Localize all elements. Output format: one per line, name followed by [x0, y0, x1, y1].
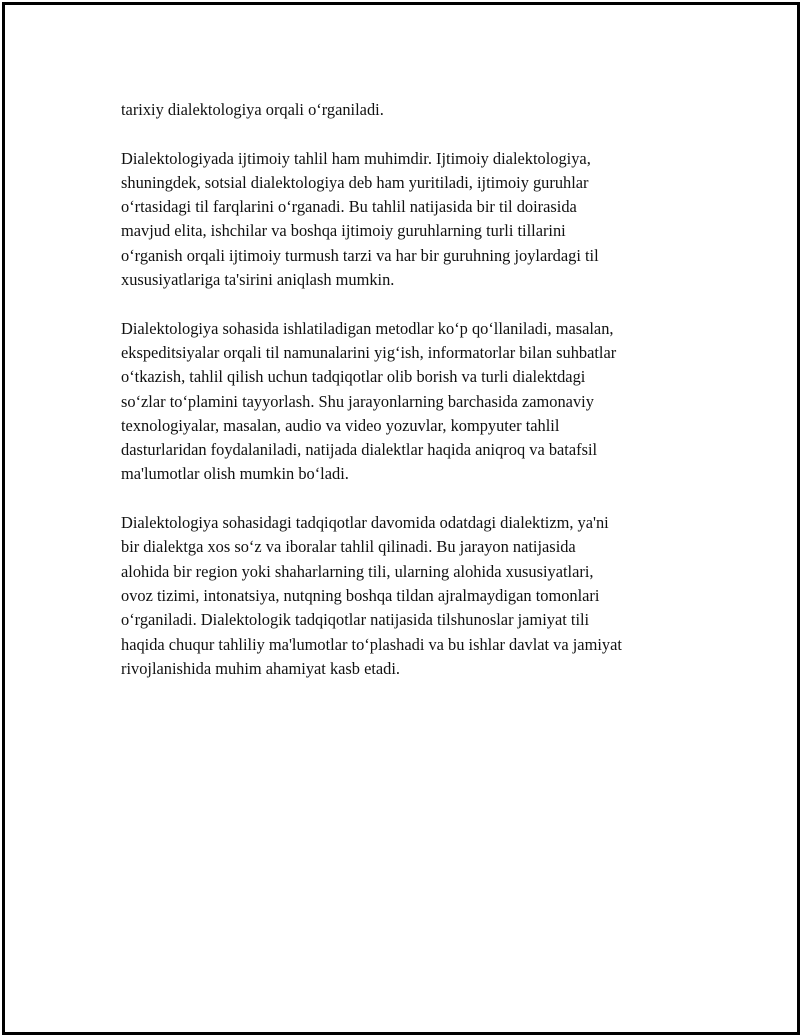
paragraph-line: mavjud elita, ishchilar va boshqa ijtimoiy guruhlarning turli tillarini — [121, 221, 566, 241]
paragraph-line: o‘rtasidagi til farqlarini o‘rganadi. Bu tahlil natijasida bir til doirasida — [121, 197, 577, 217]
paragraph-line: texnologiyalar, masalan, audio va video yozuvlar, kompyuter tahlil — [121, 415, 560, 435]
paragraph-1 — [121, 98, 701, 122]
paragraph-line: tarixiy dialektologiya orqali o‘rganiladi. — [121, 100, 384, 119]
paragraph-line: alohida bir region yoki shaharlarning tili, ularning alohida xususiyatlari, — [121, 561, 594, 581]
paragraph-3 — [121, 317, 701, 487]
paragraph-2 — [121, 147, 701, 293]
paragraph-4 — [121, 511, 701, 681]
page-frame — [2, 2, 800, 1035]
page-content — [121, 98, 701, 705]
paragraph-line: haqida chuqur tahliliy ma'lumotlar to‘plashadi va bu ishlar davlat va jamiyat — [121, 634, 622, 654]
paragraph-line: o‘rganiladi. Dialektologik tadqiqotlar natijasida tilshunoslar jamiyat tili — [121, 610, 590, 630]
paragraph-line: xususiyatlariga ta'sirini aniqlash mumkin. — [121, 270, 395, 290]
paragraph-line: rivojlanishida muhim ahamiyat kasb etadi. — [121, 658, 401, 678]
paragraph-line: o‘tkazish, tahlil qilish uchun tadqiqotlar olib borish va turli dialektdagi — [121, 367, 586, 387]
paragraph-line: ovoz tizimi, intonatsiya, nutqning boshqa tildan ajralmaydigan tomonlari — [121, 585, 600, 605]
paragraph-line: shuningdek, sotsial dialektologiya deb ham yuritiladi, ijtimoiy guruhlar — [121, 172, 589, 192]
paragraph-line: Dialektologiya sohasidagi tadqiqotlar davomida odatdagi dialektizm, ya'ni — [121, 513, 609, 533]
paragraph-line: ma'lumotlar olish mumkin bo‘ladi. — [121, 464, 349, 484]
paragraph-line: o‘rganish orqali ijtimoiy turmush tarzi va har bir guruhning joylardagi til — [121, 245, 599, 265]
paragraph-line: ekspeditsiyalar orqali til namunalarini yig‘ish, informatorlar bilan suhbatlar — [121, 342, 617, 362]
paragraph-line: so‘zlar to‘plamini tayyorlash. Shu jarayonlarning barchasida zamonaviy — [121, 391, 594, 411]
paragraph-line: Dialektologiya sohasida ishlatiladigan metodlar ko‘p qo‘llaniladi, masalan, — [121, 318, 614, 338]
paragraph-line: dasturlaridan foydalaniladi, natijada dialektlar haqida aniqroq va batafsil — [121, 440, 598, 460]
paragraph-line: bir dialektga xos so‘z va iboralar tahlil qilinadi. Bu jarayon natijasida — [121, 537, 576, 557]
paragraph-line: Dialektologiyada ijtimoiy tahlil ham muhimdir. Ijtimoiy dialektologiya, — [121, 148, 591, 168]
